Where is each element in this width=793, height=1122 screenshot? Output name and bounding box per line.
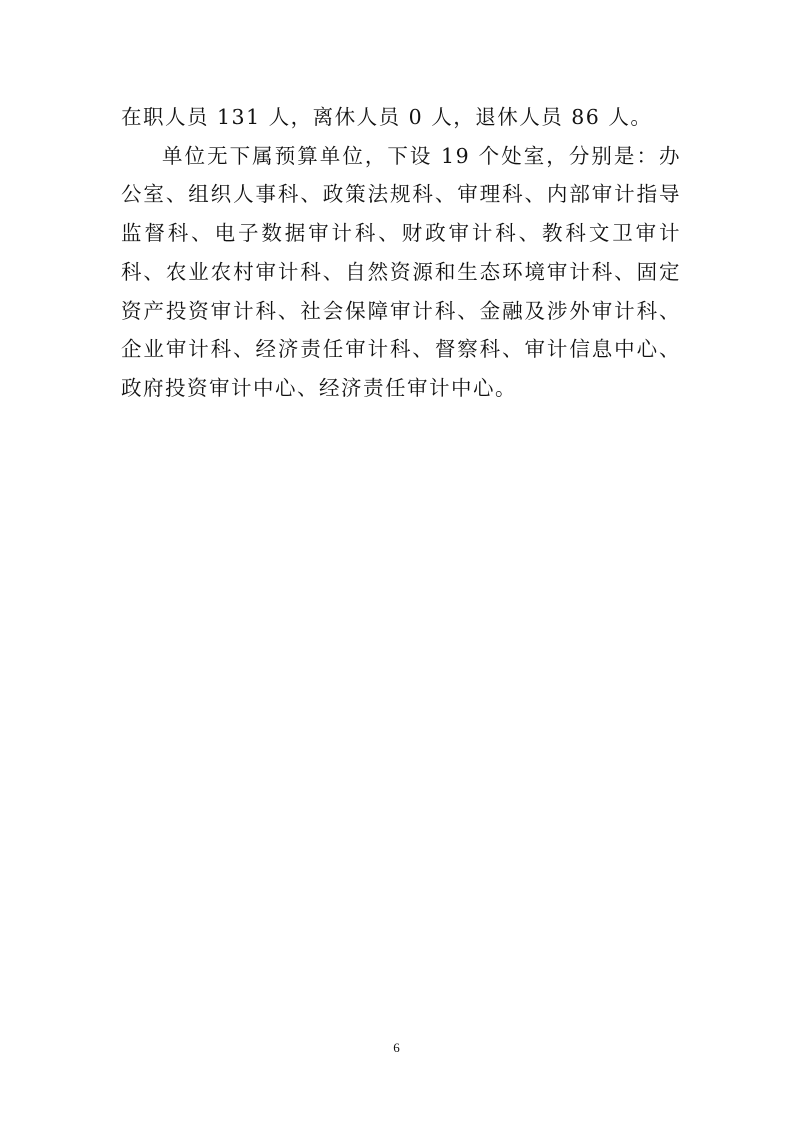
body-text: [121, 98, 681, 408]
paragraph-departments: 单位无下属预算单位，下设 19 个处室，分别是：办公室、组织人事科、政策法规科、审理科、内部审计指导监督科、电子数据审计科、财政审计科、教科文卫审计科、农业农村审计科、自然资源和生态环境审计科、固定资产投资审计科、社会保障审计科、金融及涉外审计科、企业审计科、经济责任审计科、督察科、审计信息中心、政府投资审计中心、经济责任审计中心。: [121, 143, 681, 400]
page-number: 6: [393, 1040, 400, 1055]
paragraph-staff-count: 在职人员 131 人，离休人员 0 人，退休人员 86 人。: [121, 105, 653, 129]
